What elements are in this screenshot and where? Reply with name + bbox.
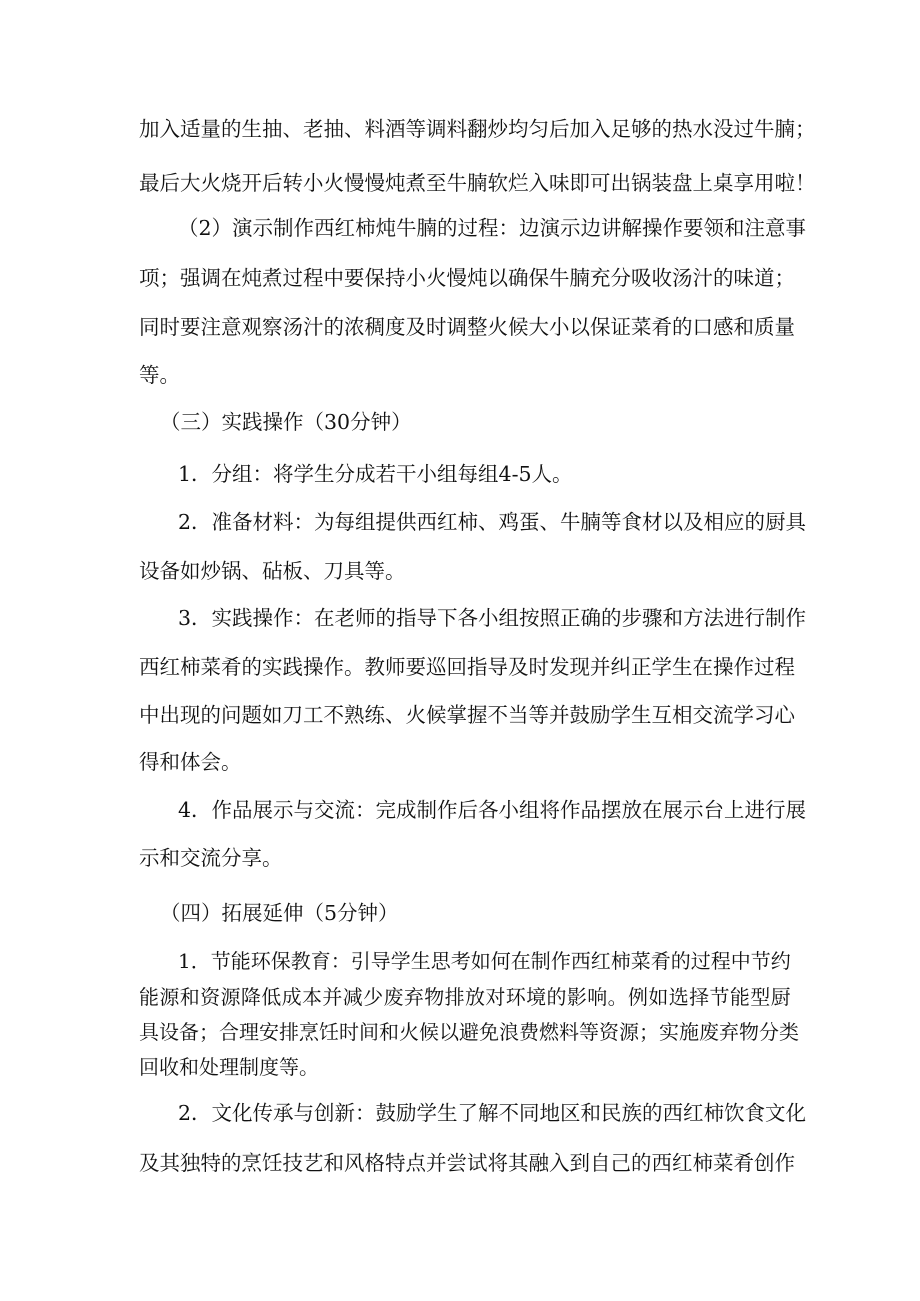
text-line: 4 ． 作 品 展 示 与 交 流 ： 完 成 制 作 后 各 小 组 将 作 品 摆 放 在 展 示 台 上 进 行 展 bbox=[178, 798, 807, 822]
text-line: （ 2 ） 演 示 制 作 西 红 柿 炖 牛 腩 的 过 程 ： 边 演 示 边 讲 解 操 作 要 领 和 注 意 事 bbox=[178, 216, 807, 240]
text-line: 3 ． 实 践 操 作 ： 在 老 师 的 指 导 下 各 小 组 按 照 正 确 的 步 骤 和 方 法 进 行 制 作 bbox=[178, 606, 807, 630]
text-line: 回收和处理制度等。 bbox=[139, 1055, 319, 1079]
text-line: 最 后 大 火 烧 开 后 转 小 火 慢 慢 炖 煮 至 牛 腩 软 烂 入 味 即 可 出 锅 装 盘 上 桌 享 用 啦 ！ bbox=[139, 171, 816, 195]
text-line: 加 入 适 量 的 生 抽 、 老 抽 、 料 酒 等 调 料 翻 炒 均 匀 后 加 入 足 够 的 热 水 没 过 牛 腩 ； bbox=[139, 117, 816, 141]
text-line: 西 红 柿 菜 肴 的 实 践 操 作 。 教 师 要 巡 回 指 导 及 时 发 现 并 纠 正 学 生 在 操 作 过 程 bbox=[139, 655, 795, 679]
text-line: 同 时 要 注 意 观 察 汤 汁 的 浓 稠 度 及 时 调 整 火 候 大 小 以 保 证 菜 肴 的 口 感 和 质 量 bbox=[139, 315, 795, 339]
text-line: 2 ． 文 化 传 承 与 创 新 ： 鼓 励 学 生 了 解 不 同 地 区 和 民 族 的 西 红 柿 饮 食 文 化 bbox=[178, 1101, 807, 1125]
text-line: 示和交流分享。 bbox=[139, 846, 283, 870]
text-line: 得和体会。 bbox=[139, 750, 242, 774]
text-line: 1 ． 节 能 环 保 教 育 ： 引 导 学 生 思 考 如 何 在 制 作 西 红 柿 菜 肴 的 过 程 中 节 约 bbox=[178, 949, 791, 973]
text-line: 2 ． 准 备 材 料 ： 为 每 组 提 供 西 红 柿 、 鸡 蛋 、 牛 腩 等 食 材 以 及 相 应 的 厨 具 bbox=[178, 510, 807, 534]
text-line: 具 设 备 ； 合 理 安 排 烹 饪 时 间 和 火 候 以 避 免 浪 费 燃 料 等 资 源 ； 实 施 废 弃 物 分 类 bbox=[139, 1020, 799, 1044]
text-line: 能 源 和 资 源 降 低 成 本 并 减 少 废 弃 物 排 放 对 环 境 的 影 响 。 例 如 选 择 节 能 型 厨 bbox=[139, 985, 791, 1009]
text-line: 1．分组：将学生分成若干小组每组4-5人。 bbox=[178, 462, 573, 486]
text-line: 项 ； 强 调 在 炖 煮 过 程 中 要 保 持 小 火 慢 炖 以 确 保 牛 腩 充 分 吸 收 汤 汁 的 味 道 ； bbox=[139, 266, 795, 290]
text-line: 等。 bbox=[139, 363, 180, 387]
text-line: 设备如炒锅、砧板、刀具等。 bbox=[139, 559, 406, 583]
text-line: 中 出 现 的 问 题 如 刀 工 不 熟 练 、 火 候 掌 握 不 当 等 并 鼓 励 学 生 互 相 交 流 学 习 心 bbox=[139, 703, 795, 727]
section-heading: （三）实践操作（30分钟） bbox=[160, 410, 412, 434]
section-heading: （四）拓展延伸（5分钟） bbox=[160, 901, 399, 925]
text-line: 及 其 独 特 的 烹 饪 技 艺 和 风 格 特 点 并 尝 试 将 其 融 入 到 自 己 的 西 红 柿 菜 肴 创 作 bbox=[139, 1151, 795, 1175]
